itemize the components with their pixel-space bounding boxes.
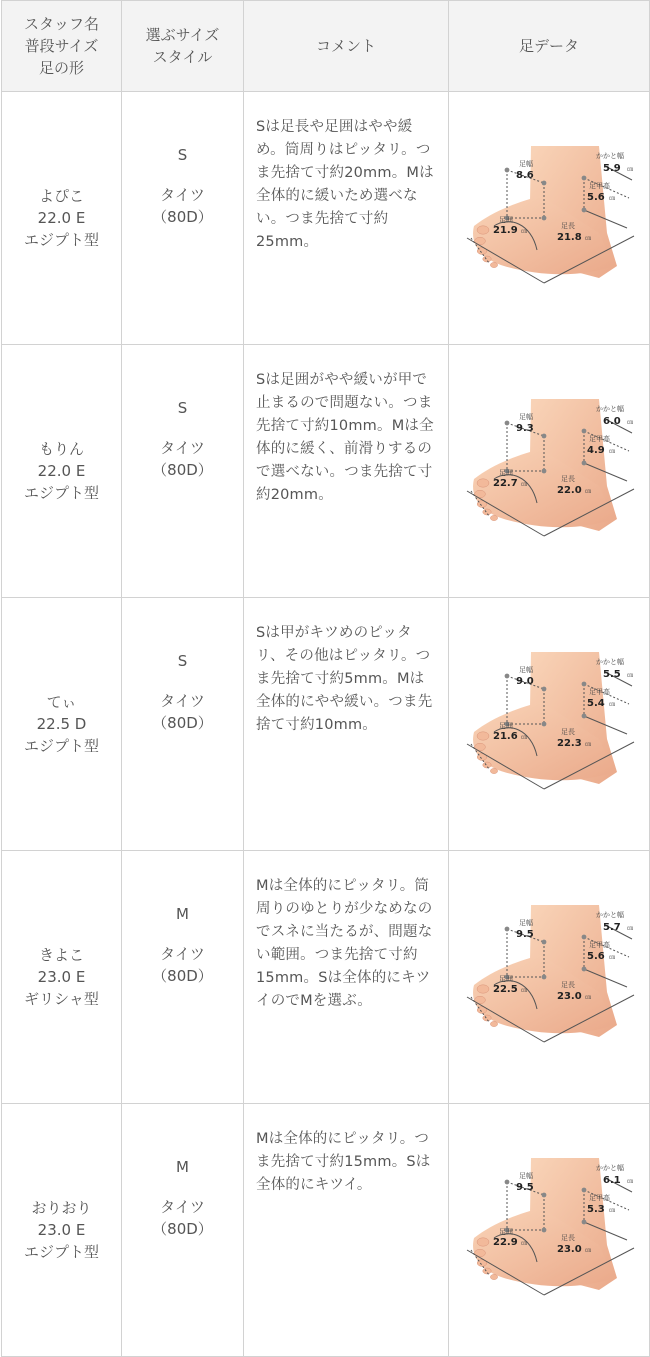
- foot-label: ㎝: [609, 701, 616, 708]
- header-staff-name: スタッフ名: [23, 15, 99, 33]
- foot-value: 9.3: [516, 423, 534, 434]
- toe: [477, 479, 489, 487]
- foot-label: ㎝: [521, 1240, 528, 1247]
- foot-label: かかと幅: [596, 1164, 624, 1172]
- size-cell: [122, 345, 244, 598]
- measure-point: [582, 208, 587, 213]
- measure-point: [542, 940, 547, 945]
- toe: [483, 509, 491, 515]
- chosen-size: S: [177, 652, 188, 670]
- staff-shape: エジプト型: [23, 231, 99, 249]
- foot-value: 21.6: [493, 731, 518, 742]
- size-cell: [122, 851, 244, 1104]
- foot-label: ㎝: [627, 166, 634, 173]
- foot-label: 足幅: [519, 160, 533, 168]
- header-staff: [2, 1, 122, 92]
- staff-name: もりん: [38, 440, 84, 458]
- measure-point: [542, 722, 547, 727]
- staff-shape: エジプト型: [23, 1243, 99, 1261]
- comment-cell: Sは足長や足囲はやや緩め。筒周りはピッタリ。つま先捨て寸約20mm。Mは全体的に緩いため選べない。つま先捨て寸約25mm。: [244, 92, 449, 345]
- foot-value: 8.6: [516, 170, 534, 181]
- toe: [477, 985, 489, 993]
- foot-value: 22.5: [493, 984, 518, 995]
- foot-label: ㎝: [585, 741, 592, 748]
- table-header: [2, 1, 650, 92]
- table-row: [2, 598, 650, 851]
- chosen-size: S: [177, 146, 188, 164]
- measure-point: [542, 434, 547, 439]
- header-choose-size: 選ぶサイズ: [145, 26, 220, 44]
- measure-point: [582, 429, 587, 434]
- comment-cell: Mは全体的にピッタリ。つま先捨て寸約15mm。Sは全体的にキツイ。: [244, 1104, 449, 1357]
- foot-label: ㎝: [585, 235, 592, 242]
- foot-label: ㎝: [627, 419, 634, 426]
- foot-value: 21.8: [557, 232, 582, 243]
- size-cell: [122, 598, 244, 851]
- foot-value: 6.1: [603, 1175, 621, 1186]
- foot-label: 足幅: [519, 919, 533, 927]
- foot-label: 足甲高: [589, 1194, 610, 1202]
- foot-diagram: [449, 138, 639, 298]
- foot-label: かかと幅: [596, 152, 624, 160]
- foot-label: 足幅: [519, 1172, 533, 1180]
- foot-label: 足長: [561, 222, 575, 230]
- staff-shape: エジプト型: [23, 737, 99, 755]
- measure-point: [542, 216, 547, 221]
- foot-data-cell: [449, 851, 650, 1104]
- foot-label: ㎝: [521, 228, 528, 235]
- foot-value: 5.4: [587, 698, 605, 709]
- foot-data-cell: [449, 598, 650, 851]
- size-table: [1, 0, 650, 1357]
- toe: [490, 262, 497, 267]
- foot-value: 5.3: [587, 1204, 605, 1215]
- staff-size: 23.0 E: [37, 968, 86, 986]
- chosen-size: M: [176, 905, 189, 923]
- staff-size: 23.0 E: [37, 1221, 86, 1239]
- foot-label: ㎝: [585, 1247, 592, 1254]
- measure-point: [582, 967, 587, 972]
- foot-value: 9.0: [516, 676, 534, 687]
- foot-data-cell: [449, 1104, 650, 1357]
- foot-data-cell: [449, 92, 650, 345]
- measure-point: [582, 1220, 587, 1225]
- foot-value: 5.7: [603, 922, 621, 933]
- foot-label: 足囲: [499, 1228, 513, 1236]
- staff-cell: [2, 345, 122, 598]
- measure-point: [582, 176, 587, 181]
- staff-cell: [2, 598, 122, 851]
- measure-point: [582, 461, 587, 466]
- style-text: （80D）: [152, 461, 213, 479]
- foot-value: 22.3: [557, 738, 582, 749]
- staff-cell: [2, 92, 122, 345]
- measure-point: [582, 714, 587, 719]
- measure-point: [542, 469, 547, 474]
- foot-data-cell: [449, 345, 650, 598]
- foot-label: 足長: [561, 1234, 575, 1242]
- foot-diagram: [449, 644, 639, 804]
- staff-size: 22.0 E: [37, 209, 86, 227]
- foot-value: 5.6: [587, 951, 605, 962]
- staff-size: 22.5 D: [36, 715, 87, 733]
- style-text: （80D）: [152, 1220, 213, 1238]
- staff-name: よぴこ: [38, 187, 84, 205]
- foot-value: 21.9: [493, 225, 518, 236]
- toe: [490, 768, 497, 773]
- foot-label: かかと幅: [596, 658, 624, 666]
- style-text: タイツ: [160, 439, 205, 457]
- measure-point: [505, 1180, 510, 1185]
- foot-label: 足長: [561, 981, 575, 989]
- foot-label: ㎝: [609, 1207, 616, 1214]
- foot-label: 足幅: [519, 413, 533, 421]
- foot-value: 9.5: [516, 1182, 534, 1193]
- header-comment: コメント: [244, 1, 449, 92]
- foot-value: 5.6: [587, 192, 605, 203]
- toe: [483, 1015, 491, 1021]
- staff-name: きよこ: [38, 946, 84, 964]
- toe: [483, 256, 491, 262]
- foot-value: 5.9: [603, 163, 621, 174]
- chosen-size: S: [177, 399, 188, 417]
- measure-point: [582, 682, 587, 687]
- header-size: [122, 1, 244, 92]
- foot-label: 足甲高: [589, 688, 610, 696]
- measure-point: [505, 421, 510, 426]
- style-text: タイツ: [160, 186, 205, 204]
- foot-diagram: [449, 897, 639, 1057]
- staff-shape: エジプト型: [23, 484, 99, 502]
- style-text: （80D）: [152, 208, 213, 226]
- foot-value: 23.0: [557, 991, 582, 1002]
- foot-label: ㎝: [585, 488, 592, 495]
- toe: [490, 1274, 497, 1279]
- foot-label: ㎝: [627, 1178, 634, 1185]
- header-style: スタイル: [152, 48, 213, 66]
- chosen-size: M: [176, 1158, 189, 1176]
- measure-point: [505, 674, 510, 679]
- foot-label: ㎝: [627, 925, 634, 932]
- foot-value: 22.7: [493, 478, 518, 489]
- foot-label: ㎝: [609, 954, 616, 961]
- foot-label: ㎝: [585, 994, 592, 1001]
- foot-value: 5.5: [603, 669, 621, 680]
- foot-label: 足甲高: [589, 435, 610, 443]
- toe: [490, 1021, 497, 1026]
- foot-label: 足囲: [499, 469, 513, 477]
- toe: [477, 1238, 489, 1246]
- foot-value: 4.9: [587, 445, 605, 456]
- foot-value: 23.0: [557, 1244, 582, 1255]
- measure-point: [582, 1188, 587, 1193]
- comment-cell: Sは甲がキツめのピッタリ、その他はピッタリ。つま先捨て寸約5mm。Mは全体的にやや緩い。つま先捨て寸約10mm。: [244, 598, 449, 851]
- measure-point: [542, 181, 547, 186]
- foot-label: 足囲: [499, 975, 513, 983]
- foot-label: ㎝: [521, 734, 528, 741]
- table-row: [2, 851, 650, 1104]
- foot-value: 22.9: [493, 1237, 518, 1248]
- comment-cell: Mは全体的にピッタリ。筒周りのゆとりが少なめなのでスネに当たるが、問題ない範囲。つま先捨て寸約15mm。Sは全体的にキツイのでMを選ぶ。: [244, 851, 449, 1104]
- style-text: タイツ: [160, 1198, 205, 1216]
- style-text: タイツ: [160, 945, 205, 963]
- style-text: （80D）: [152, 714, 213, 732]
- comment-cell: Sは足囲がやや緩いが甲で止まるので問題ない。つま先捨て寸約10mm。Mは全体的に緩く、前滑りするので選べない。つま先捨て寸約20mm。: [244, 345, 449, 598]
- foot-label: 足囲: [499, 216, 513, 224]
- foot-label: 足長: [561, 728, 575, 736]
- style-text: （80D）: [152, 967, 213, 985]
- foot-diagram: [449, 1150, 639, 1310]
- staff-name: おりおり: [31, 1199, 92, 1217]
- toe: [483, 762, 491, 768]
- foot-value: 6.0: [603, 416, 621, 427]
- foot-label: 足長: [561, 475, 575, 483]
- measure-point: [542, 975, 547, 980]
- size-cell: [122, 1104, 244, 1357]
- toe: [490, 515, 497, 520]
- foot-label: ㎝: [521, 987, 528, 994]
- measure-point: [542, 1228, 547, 1233]
- foot-label: ㎝: [521, 481, 528, 488]
- foot-label: ㎝: [627, 672, 634, 679]
- foot-label: 足囲: [499, 722, 513, 730]
- header-foot-shape: 足の形: [38, 59, 84, 77]
- foot-label: 足甲高: [589, 182, 610, 190]
- header-foot-data: 足データ: [449, 1, 650, 92]
- toe: [483, 1268, 491, 1274]
- foot-label: 足幅: [519, 666, 533, 674]
- measure-point: [542, 1193, 547, 1198]
- size-cell: [122, 92, 244, 345]
- foot-label: ㎝: [609, 195, 616, 202]
- table-row: [2, 1104, 650, 1357]
- staff-size: 22.0 E: [37, 462, 86, 480]
- table-row: [2, 92, 650, 345]
- header-usual-size: 普段サイズ: [24, 37, 99, 55]
- measure-point: [582, 935, 587, 940]
- measure-point: [505, 168, 510, 173]
- foot-diagram: [449, 391, 639, 551]
- staff-cell: [2, 851, 122, 1104]
- foot-label: かかと幅: [596, 911, 624, 919]
- foot-label: 足甲高: [589, 941, 610, 949]
- staff-name: てぃ: [46, 693, 77, 711]
- measure-point: [505, 927, 510, 932]
- staff-cell: [2, 1104, 122, 1357]
- foot-label: ㎝: [609, 448, 616, 455]
- measure-point: [542, 687, 547, 692]
- toe: [477, 226, 489, 234]
- style-text: タイツ: [160, 692, 205, 710]
- staff-shape: ギリシャ型: [24, 990, 99, 1008]
- toe: [477, 732, 489, 740]
- foot-value: 22.0: [557, 485, 582, 496]
- table-row: [2, 345, 650, 598]
- foot-label: かかと幅: [596, 405, 624, 413]
- foot-value: 9.5: [516, 929, 534, 940]
